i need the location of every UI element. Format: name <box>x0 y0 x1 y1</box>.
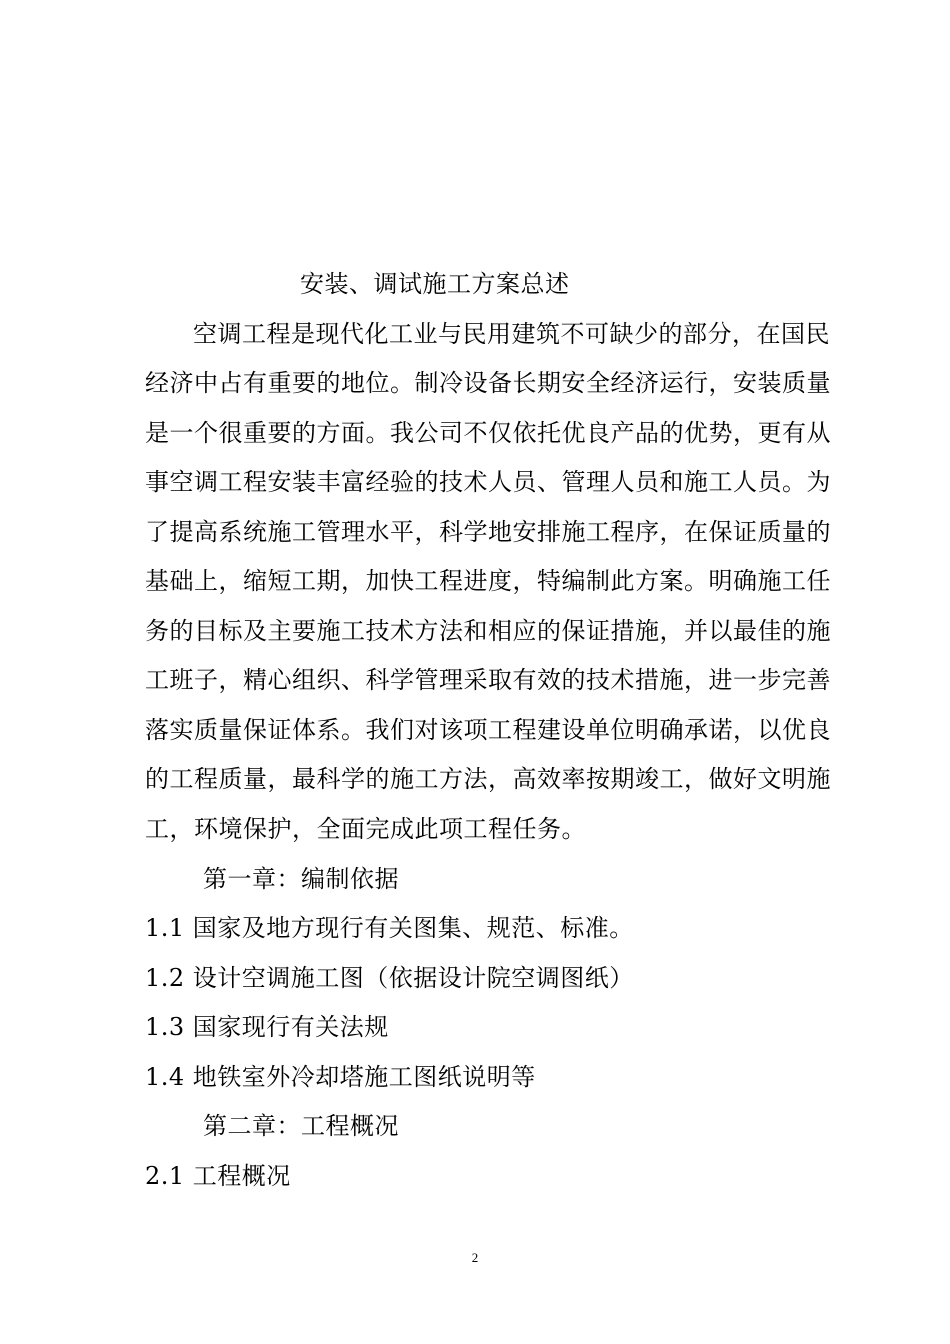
chapter-1-item-3: 1.3 国家现行有关法规 <box>145 1013 389 1041</box>
intro-line-10: 的工程质量，最科学的施工方法，高效率按期竣工，做好文明施 <box>145 765 831 793</box>
intro-line-7: 务的目标及主要施工技术方法和相应的保证措施，并以最佳的施 <box>145 617 831 645</box>
document-title: 安装、调试施工方案总述 <box>300 270 570 298</box>
intro-line-2: 经济中占有重要的地位。制冷设备长期安全经济运行，安装质量 <box>145 369 831 397</box>
intro-line-9: 落实质量保证体系。我们对该项工程建设单位明确承诺，以优良 <box>145 716 831 744</box>
page-number: 2 <box>471 1250 479 1265</box>
intro-line-11: 工，环境保护，全面完成此项工程任务。 <box>145 815 586 843</box>
intro-line-3: 是一个很重要的方面。我公司不仅依托优良产品的优势，更有从 <box>145 419 831 447</box>
chapter-2-item-1: 2.1 工程概况 <box>145 1162 291 1190</box>
chapter-1-item-4: 1.4 地铁室外冷却塔施工图纸说明等 <box>145 1063 536 1091</box>
intro-line-4: 事空调工程安装丰富经验的技术人员、管理人员和施工人员。为 <box>145 468 831 496</box>
intro-line-6: 基础上，缩短工期，加快工程进度，特编制此方案。明确施工任 <box>145 567 831 595</box>
intro-line-1: 空调工程是现代化工业与民用建筑不可缺少的部分，在国民 <box>193 320 830 348</box>
chapter-2-heading: 第二章：工程概况 <box>203 1112 399 1140</box>
chapter-1-item-1: 1.1 国家及地方现行有关图集、规范、标准。 <box>145 914 634 942</box>
chapter-1-item-2: 1.2 设计空调施工图（依据设计院空调图纸） <box>145 964 634 992</box>
intro-line-5: 了提高系统施工管理水平，科学地安排施工程序，在保证质量的 <box>145 518 831 546</box>
intro-line-8: 工班子，精心组织、科学管理采取有效的技术措施，进一步完善 <box>145 666 831 694</box>
chapter-1-heading: 第一章：编制依据 <box>203 865 399 893</box>
